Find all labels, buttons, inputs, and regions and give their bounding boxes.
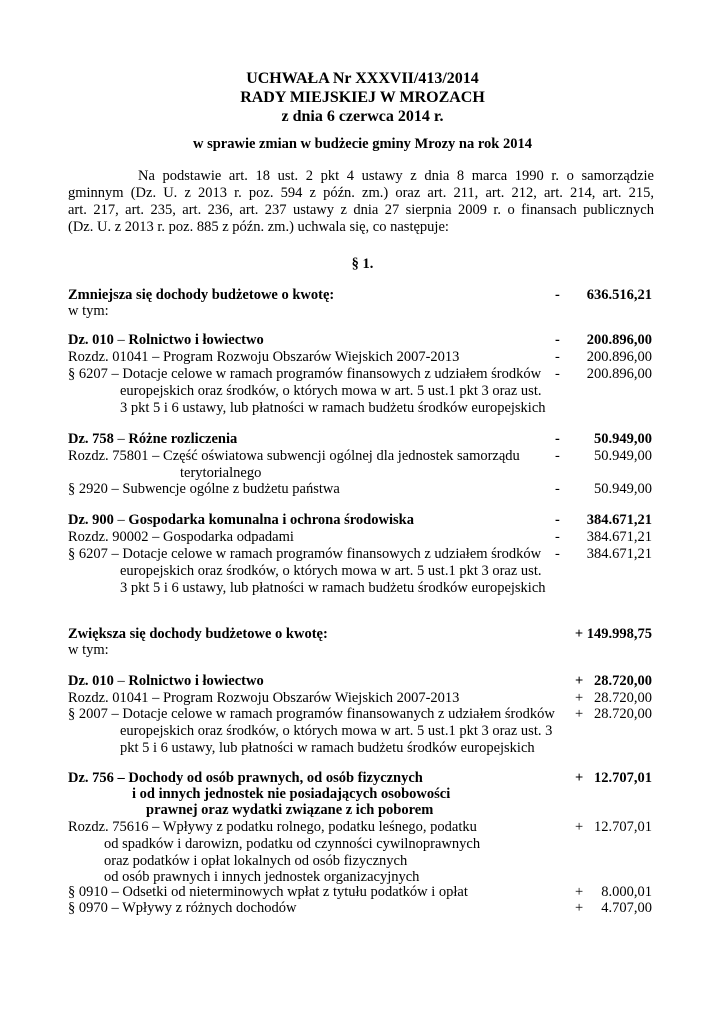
increase-wtym: w tym: [68, 642, 109, 658]
increase-dz010-rozdz: Rozdz. 01041 – Program Rozwoju Obszarów Wiejskich 2007-2013 [68, 690, 460, 706]
decrease-dz900-heading: Dz. 900 – Gospodarka komunalna i ochrona środowiska [68, 512, 414, 528]
decrease-dz010-par-line-1: § 6207 – Dotacje celowe w ramach programów finansowych z udziałem środków [68, 366, 542, 382]
increase-dz756-par-0910: § 0910 – Odsetki od nieterminowych wpłat z tytułu podatków i opłat [68, 884, 468, 900]
decrease-dz010-par-line-3: 3 pkt 5 i 6 ustawy, lub płatności w ramach budżetu środków europejskich [120, 400, 546, 416]
increase-dz010-par-line-2: europejskich oraz środków, o których mowa w art. 5 ust.1 pkt 3 oraz ust. 3 [120, 723, 553, 739]
increase-dz756-rozdz-line-4: od osób prawnych i innych jednostek organizacyjnych [104, 869, 420, 885]
decrease-dz010-heading: Dz. 010 – Rolnictwo i łowiectwo [68, 332, 264, 348]
decrease-dz758-rozdz-line-1: Rozdz. 75801 – Część oświatowa subwencji ogólnej dla jednostek samorządu [68, 448, 520, 464]
increase-dz756-heading-line-3: prawnej oraz wydatki związane z ich poborem [146, 802, 434, 818]
increase-total: + 149.998,75 [574, 626, 652, 642]
increase-dz756-heading-line-2: i od innych jednostek nie posiadających osobowości [132, 786, 451, 802]
preamble-line-3: art. 217, art. 235, art. 236, art. 237 ustawy z dnia 27 sierpnia 2009 r. o finansach publicznych [68, 202, 654, 218]
decrease-dz010-rozdz: Rozdz. 01041 – Program Rozwoju Obszarów Wiejskich 2007-2013 [68, 349, 460, 365]
preamble-line-2: gminnym (Dz. U. z 2013 r. poz. 594 z późn. zm.) oraz art. 211, art. 212, art. 214, art. 215, [68, 185, 654, 201]
council-name: RADY MIEJSKIEJ W MROZACH [240, 89, 485, 106]
increase-dz756-par-0970: § 0970 – Wpływy z różnych dochodów [68, 900, 297, 916]
resolution-number: UCHWAŁA Nr XXXVII/413/2014 [246, 70, 479, 87]
increase-label: Zwiększa się dochody budżetowe o kwotę: [68, 626, 328, 642]
decrease-dz758-rozdz-line-2: terytorialnego [180, 465, 262, 481]
increase-dz756-rozdz-line-2: od spadków i darowizn, podatku od czynności cywilnoprawnych [104, 836, 481, 852]
increase-dz010-heading: Dz. 010 – Rolnictwo i łowiectwo [68, 673, 264, 689]
section-heading: § 1. [351, 256, 374, 272]
decrease-wtym: w tym: [68, 303, 109, 319]
document-page: UCHWAŁA Nr XXXVII/413/2014 RADY MIEJSKIEJ W MROZACH z dnia 6 czerwca 2014 r. w sprawie zmian w budżecie gminy Mrozy na rok 2014 Na podstawie art. 18 ust. 2 pkt 4 ustawy z dnia 8 marca 1990 r. o samorządzie gminnym (Dz. U. z 2013 r. poz. 594 z późn. zm.) oraz art. 211, art. 212, art. 214, art. 215, art. 217, art. 235, art. 236, art. 237 ustawy z dnia 27 sierpnia 2009 r. o finansach publicznych (Dz. U. z 2013 r. poz. 885 z późn. zm.) uchwala się, co następuje: § 1. Zmniejsza się dochody budżetowe o kwotę: - 636.516,21 w tym: Dz. 010 – Rolnictwo i łowiectwo - 200.896,00 Rozdz. 01041 – Program Rozwoju Obszarów Wiejskich 2007-2013 - 200.896,00 § 6207 – Dotacje celowe w ramach programów finansowych z udziałem środków - 200.896,00 europejskich oraz środków, o których mowa w art. 5 ust.1 pkt 3 oraz ust. 3 pkt 5 i 6 ustawy, lub płatności w ramach budżetu środków europejskich Dz. 758 – Różne rozliczenia - 50.949,00 Rozdz. 75801 – Część oświatowa subwencji ogólnej dla jednostek samorządu - 50.949,00 terytorialnego § 2920 – Subwencje ogólne z budżetu państwa - 50.949,00 Dz. 900 – Gospodarka komunalna i ochrona środowiska - 384.671,21 Rozdz. 90002 – Gospodarka odpadami - 384.671,21 § 6207 – Dotacje celowe w ramach programów finansowych z udziałem środków - 384.671,21 europejskich oraz środków, o których mowa w art. 5 ust.1 pkt 3 oraz ust. 3 pkt 5 i 6 ustawy, lub płatności w ramach budżetu środków europejskich Zwiększa się dochody budżetowe o kwotę: + 149.998,75 w tym: Dz. 010 – Rolnictwo i łowiectwo + 28.720,00 Rozdz. 01041 – Program Rozwoju Obszarów Wiejskich 2007-2013 + 28.720,00 § 2007 – Dotacje celowe w ramach programów finansowanych z udziałem środków + 28.720,00 europejskich oraz środków, o których mowa w art. 5 ust.1 pkt 3 oraz ust. 3 pkt 5 i 6 ustawy, lub płatności w ramach budżetu środków europejskich Dz. 756 – Dochody od osób prawnych, od osób fizycznych + 12.707,01 i od innych jednostek nie posiadających osobowości prawnej oraz wydatki związane z ich poborem Rozdz. 75616 – Wpływy z podatku rolnego, podatku leśnego, podatku + 12.707,01 od spadków i darowizn, podatku od czynności cywilnoprawnych oraz podatków i opłat lokalnych od osób fizycznych od osób prawnych i innych jednostek organizacyjnych § 0910 – Odsetki od nieterminowych wpłat z tytułu podatków i opłat + 8.000,01 § 0970 – Wpływy z różnych dochodów + 4.707,00 [0, 0, 725, 1024]
resolution-date: z dnia 6 czerwca 2014 r. [281, 108, 444, 125]
increase-dz756-heading-line-1: Dz. 756 – Dochody od osób prawnych, od osób fizycznych [68, 770, 423, 786]
decrease-dz900-par-line-2: europejskich oraz środków, o których mowa w art. 5 ust.1 pkt 3 oraz ust. [120, 563, 542, 579]
decrease-dz900-par-line-3: 3 pkt 5 i 6 ustawy, lub płatności w ramach budżetu środków europejskich [120, 580, 546, 596]
increase-dz756-rozdz-line-1: Rozdz. 75616 – Wpływy z podatku rolnego, podatku leśnego, podatku [68, 819, 477, 835]
preamble-line-1: Na podstawie art. 18 ust. 2 pkt 4 ustawy z dnia 8 marca 1990 r. o samorządzie [138, 168, 654, 184]
decrease-dz900-par-line-1: § 6207 – Dotacje celowe w ramach programów finansowych z udziałem środków [68, 546, 542, 562]
decrease-dz758-par: § 2920 – Subwencje ogólne z budżetu państwa [68, 481, 340, 497]
resolution-subject: w sprawie zmian w budżecie gminy Mrozy na rok 2014 [193, 136, 532, 152]
increase-dz010-par-line-1: § 2007 – Dotacje celowe w ramach programów finansowanych z udziałem środków [68, 706, 555, 722]
decrease-dz758-heading: Dz. 758 – Różne rozliczenia [68, 431, 238, 447]
preamble-line-4: (Dz. U. z 2013 r. poz. 885 z późn. zm.) uchwala się, co następuje: [68, 219, 449, 235]
increase-dz756-rozdz-line-3: oraz podatków i opłat lokalnych od osób fizycznych [104, 853, 408, 869]
decrease-label: Zmniejsza się dochody budżetowe o kwotę: [68, 287, 335, 303]
decrease-dz010-par-line-2: europejskich oraz środków, o których mowa w art. 5 ust.1 pkt 3 oraz ust. [120, 383, 542, 399]
decrease-dz900-rozdz: Rozdz. 90002 – Gospodarka odpadami [68, 529, 294, 545]
increase-dz010-par-line-3: pkt 5 i 6 ustawy, lub płatności w ramach budżetu środków europejskich [120, 740, 535, 756]
